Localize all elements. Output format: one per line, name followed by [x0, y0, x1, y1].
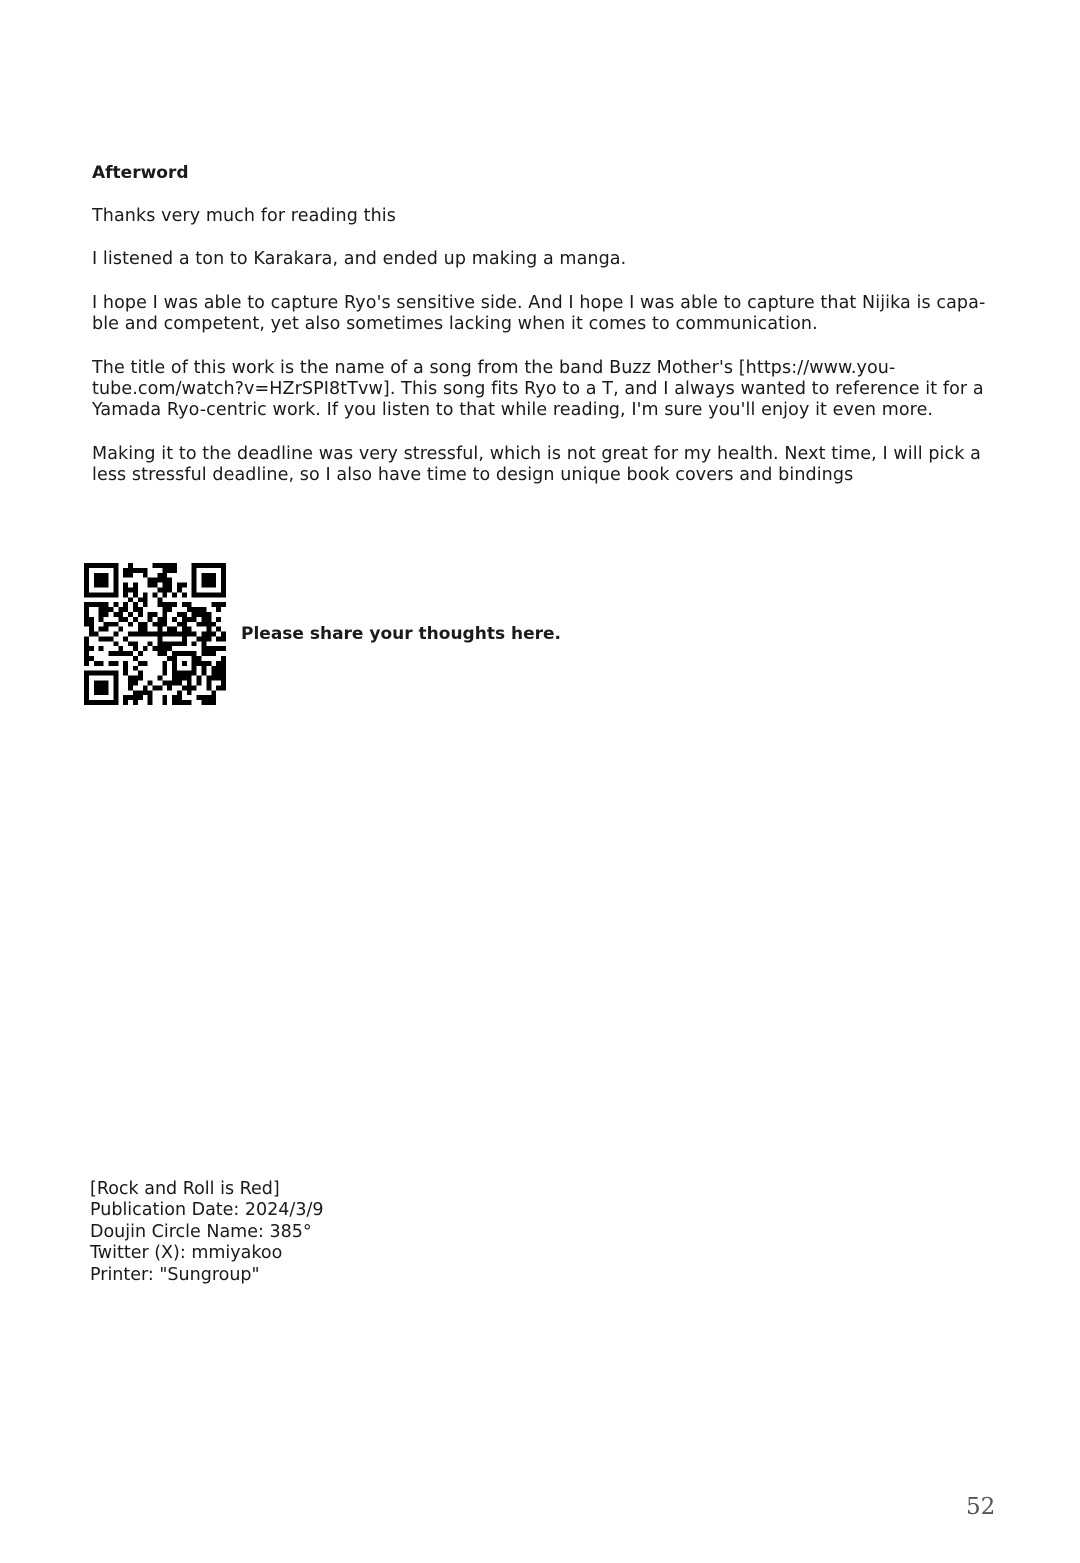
- qr-caption: Please share your thoughts here.: [241, 623, 561, 644]
- colophon-twitter: Twitter (X): mmiyakoo: [90, 1243, 283, 1264]
- colophon-circle-name: Doujin Circle Name: 385°: [90, 1221, 312, 1242]
- feedback-qr-block: [84, 563, 561, 705]
- afterword-paragraph-4: The title of this work is the name of a song from the band Buzz Mother's [https://www.you- tube.com/watch?v=HZrSPI8tTvw]. This song fits Ryo to a T, and I always wanted to reference it for a Yamada Ryo-centric work. If you listen to that while reading, I'm sure you'll enjoy it even more.: [92, 357, 984, 421]
- colophon-publication-date: Publication Date: 2024/3/9: [90, 1200, 324, 1221]
- page-number: 52: [966, 1494, 996, 1520]
- afterword-paragraph-5: Making it to the deadline was very stressful, which is not great for my health. Next time, I will pick a less stressful deadline, so I also have time to design unique book covers and bindings: [92, 443, 981, 486]
- colophon-printer: Printer: "Sungroup": [90, 1264, 260, 1285]
- colophon: [90, 1179, 323, 1286]
- afterword-paragraph-3: I hope I was able to capture Ryo's sensitive side. And I hope I was able to capture that Nijika is capa- ble and competent, yet also sometimes lacking when it comes to communication.: [92, 292, 986, 335]
- afterword-heading: Afterword: [92, 163, 189, 183]
- colophon-title: [Rock and Roll is Red]: [90, 1179, 280, 1199]
- qr-code-icon[interactable]: [84, 563, 226, 705]
- afterword-section: [92, 163, 992, 509]
- afterword-paragraph-2: I listened a ton to Karakara, and ended up making a manga.: [92, 249, 627, 270]
- afterword-paragraph-1: Thanks very much for reading this: [92, 206, 396, 226]
